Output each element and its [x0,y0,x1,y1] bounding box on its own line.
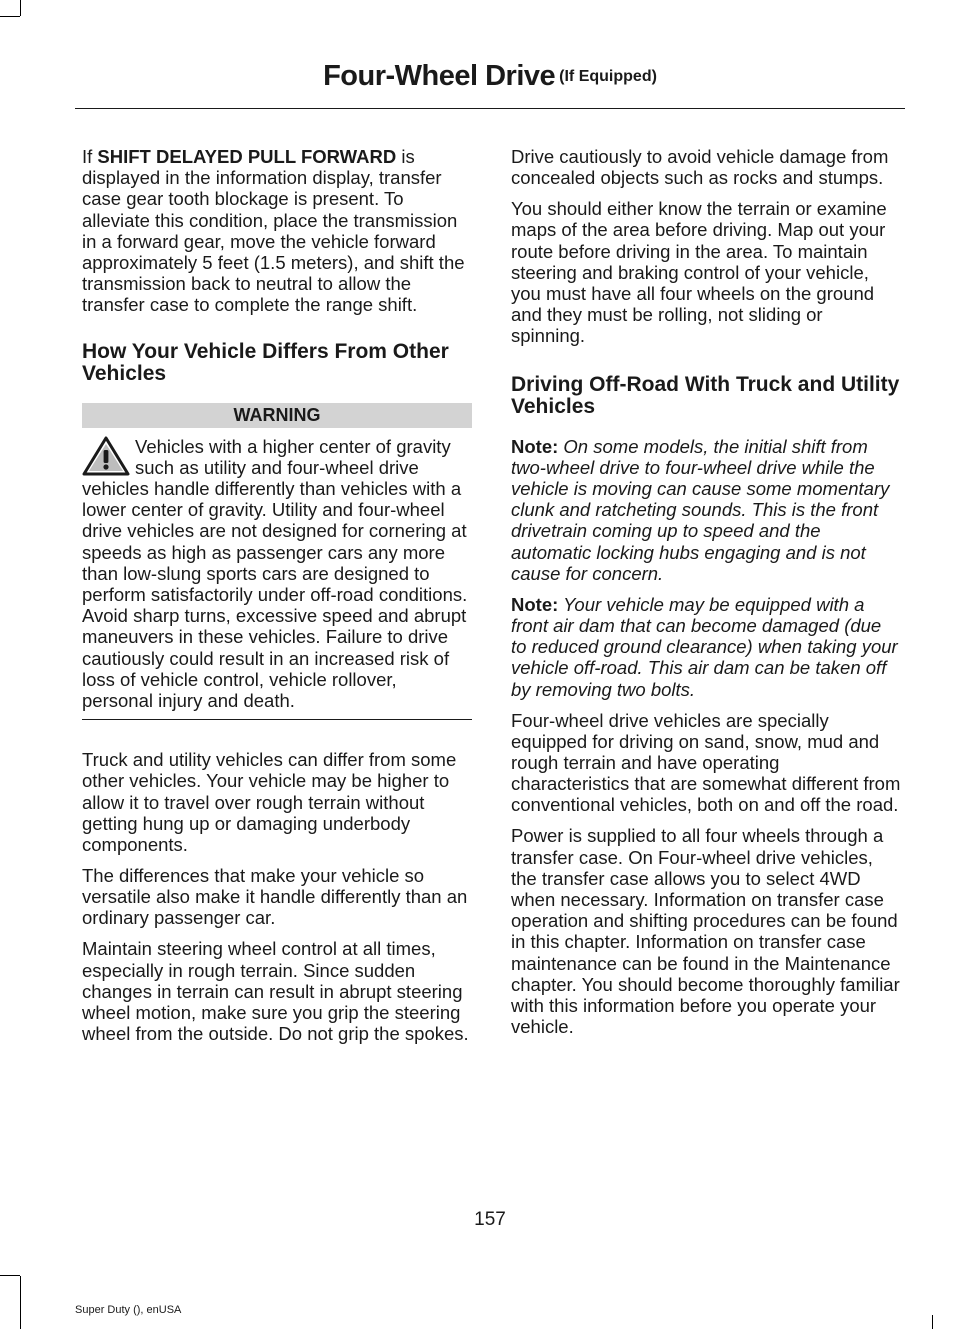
paragraph: You should either know the terrain or examine maps of the area before driving. Map out your route before driving in the area. To maintain steering and braking control of your vehicle, you must have all four wheels on the ground and they must be rolling, not sliding or spinning. [511,198,887,347]
crop-mark [20,1276,21,1329]
crop-mark [20,0,21,16]
display-message: SHIFT DELAYED PULL FORWARD [97,146,397,167]
warning-box [82,403,472,721]
page-title: Four-Wheel Drive [323,60,556,92]
paragraph: Four-wheel drive vehicles are specially equipped for driving on sand, snow, mud and rough terrain and have operating characteristics that are somewhat different from conventional vehicles, both on and off the road. [511,709,901,816]
right-column [511,146,901,1047]
paragraph [82,146,472,316]
paragraph: The differences that make your vehicle so versatile also make it handle differently than an ordinary passenger car. [82,865,468,929]
note-text: On some models, the initial shift from two-wheel drive to four-wheel drive while the vehicle is moving can cause some momentary clunk and ratcheting sounds. This is the front drivetrain coming up to speed and the automatic locking hubs engaging and is not cause for concern. [511,435,890,584]
left-column [82,146,472,1054]
text: is displayed in the information display, transfer case gear tooth blockage is present. To alleviate this condition, place the transmission in a forward gear, move the vehicle forward approximately 5 feet (1.5 meters), and shift the transmission back to neutral to allow the transfer case to complete the range shift. [82,146,465,316]
page-number: 157 [474,1209,506,1230]
section-heading: How Your Vehicle Differs From Other Vehicles [82,339,449,386]
warning-body [82,436,472,712]
note-label: Note: [511,593,559,615]
crop-mark [0,1275,20,1276]
note [511,594,901,700]
paragraph: Truck and utility vehicles can differ from some other vehicles. Your vehicle may be higher to allow it to travel over rough terrain without getting hung up or damaging underbody components. [82,749,457,856]
note-label: Note: [511,435,559,457]
paragraph: Power is supplied to all four wheels through a transfer case. On Four-wheel drive vehicles, the transfer case allows you to select 4WD when necessary. Information on transfer case operation and shifting procedures can be found in this chapter. Information on transfer case maintenance can be found in the Maintenance chapter. You should become thoroughly familiar with this information before you operate your vehicle. [511,825,900,1038]
crop-mark [0,16,20,17]
crop-mark [932,1315,933,1329]
warning-triangle-icon [82,436,130,476]
paragraph: Maintain steering wheel control at all times, especially in rough terrain. Since sudden changes in terrain can result in abrupt steering wheel motion, make sure you grip the steering wheel from the outside. Do not grip the spokes. [82,938,469,1045]
warning-divider [82,719,472,720]
page-subtitle: (If Equipped) [559,68,657,85]
note [511,436,901,584]
note-text: Your vehicle may be equipped with a front air dam that can become damaged (due to reduced ground clearance) when taking your vehicle off-road. This air dam can be taken off by removing two bolts. [511,593,898,700]
text: If [82,146,98,167]
page-header [75,56,905,109]
warning-text: Vehicles with a higher center of gravity such as utility and four-wheel drive vehicles handle differently than vehicles with a lower center of gravity. Utility and four-wheel drive vehicles are not designed for cornering at speeds as high as passenger cars any more than low-slung sports cars are designed to perform satisfactorily under off-road conditions. Avoid sharp turns, excessive speed and abrupt maneuvers in these vehicles. Failure to drive cautiously could result in an increased risk of loss of vehicle control, vehicle rollover, personal injury and death. [82,435,468,712]
footer-text: Super Duty (), enUSA [75,1304,182,1316]
warning-label: WARNING [82,403,472,428]
paragraph: Drive cautiously to avoid vehicle damage from concealed objects such as rocks and stumps. [511,146,889,189]
section-heading: Driving Off-Road With Truck and Utility Vehicles [511,372,900,419]
